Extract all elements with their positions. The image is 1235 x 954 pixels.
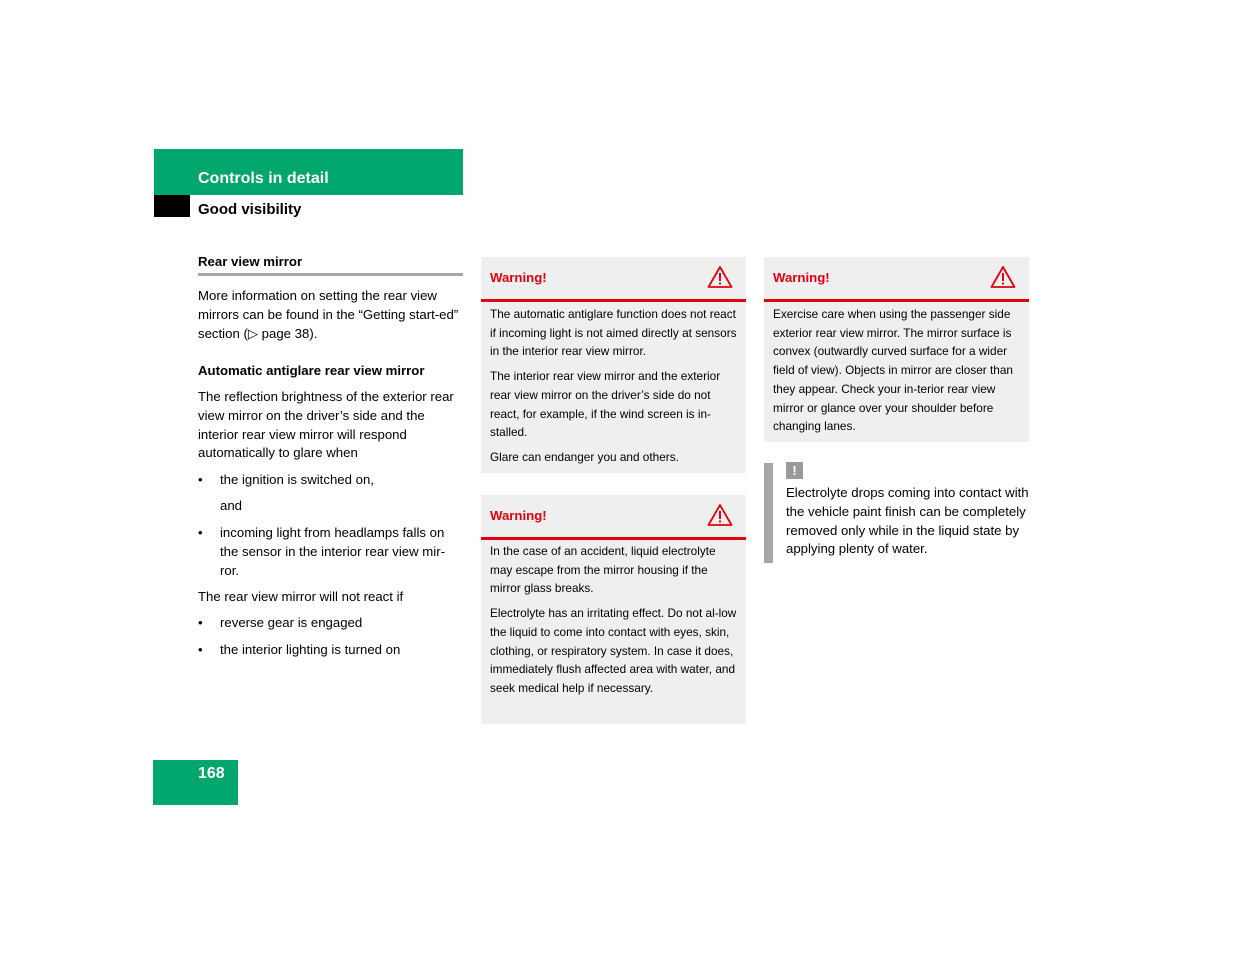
warning-box — [481, 495, 746, 724]
warning-header — [764, 257, 1029, 302]
section-heading: Rear view mirror — [198, 254, 303, 269]
heading-rule — [198, 273, 463, 276]
warning-title: Warning! — [490, 508, 547, 523]
list-item-text: incoming light from headlamps falls on the sensor in the interior rear view mir-ror. — [220, 525, 445, 578]
bullet-icon: • — [198, 615, 203, 630]
warning-body — [490, 305, 738, 473]
page-number-box — [153, 760, 238, 805]
warning-triangle-icon — [707, 265, 733, 289]
note-text: Electrolyte drops coming into contact with the vehicle paint finish can be completely removed only while in the liquid state by applying plenty of water. — [786, 485, 1029, 557]
no-react-paragraph: The rear view mirror will not react if — [198, 589, 404, 604]
warning-paragraph: Glare can endanger you and others. — [490, 449, 679, 464]
list-item-text: the interior lighting is turned on — [220, 642, 401, 657]
note-bar — [764, 463, 773, 563]
section-title: Good visibility — [198, 201, 302, 218]
section-marker — [154, 195, 190, 217]
bullet-icon: • — [198, 642, 203, 657]
warning-triangle-icon — [990, 265, 1016, 289]
warning-triangle-icon — [707, 503, 733, 527]
chapter-title: Controls in detail — [198, 170, 329, 187]
warning-body — [490, 542, 738, 704]
bullet-icon: • — [198, 525, 203, 540]
antiglare-paragraph: The reflection brightness of the exterior rear view mirror on the driver’s side and the interior rear view mirror will respond automatically to glare when — [198, 389, 454, 461]
warning-paragraph: The interior rear view mirror and the exterior rear view mirror on the driver’s side do not react, for example, if the wind screen is in-stalled. — [490, 369, 721, 440]
warning-title: Warning! — [490, 270, 547, 285]
warning-body — [773, 305, 1021, 442]
warning-header — [481, 257, 746, 302]
and-text: and — [220, 498, 243, 513]
warning-header — [481, 495, 746, 540]
bullet-icon: • — [198, 472, 203, 487]
warning-paragraph: Exercise care when using the passenger side exterior rear view mirror. The mirror surface is convex (outwardly curved surface for a wider field of view). Objects in mirror are closer than they appear. Check your in-terior rear view mirror or glance over your shoulder before changing lanes. — [773, 307, 1013, 434]
warning-paragraph: In the case of an accident, liquid electrolyte may escape from the mirror housing if the mirror glass breaks. — [490, 544, 716, 596]
list-item-text: the ignition is switched on, — [220, 472, 374, 487]
subheading: Automatic antiglare rear view mirror — [198, 363, 425, 378]
warning-box — [764, 257, 1029, 442]
exclamation-note-icon: ! — [786, 462, 803, 479]
intro-paragraph: More information on setting the rear view mirrors can be found in the “Getting start-ed” section (▷ page 38). — [198, 288, 459, 341]
warning-title: Warning! — [773, 270, 830, 285]
list-item-text: reverse gear is engaged — [220, 615, 363, 630]
warning-paragraph: Electrolyte has an irritating effect. Do not al-low the liquid to come into contact with eyes, skin, clothing, or respiratory system. In case it does, immediately flush affected area with water, and seek medical help if necessary. — [490, 606, 737, 695]
warning-paragraph: The automatic antiglare function does not react if incoming light is not aimed directly at sensors in the interior rear view mirror. — [490, 307, 737, 359]
warning-box — [481, 257, 746, 473]
page-number: 168 — [198, 765, 225, 782]
